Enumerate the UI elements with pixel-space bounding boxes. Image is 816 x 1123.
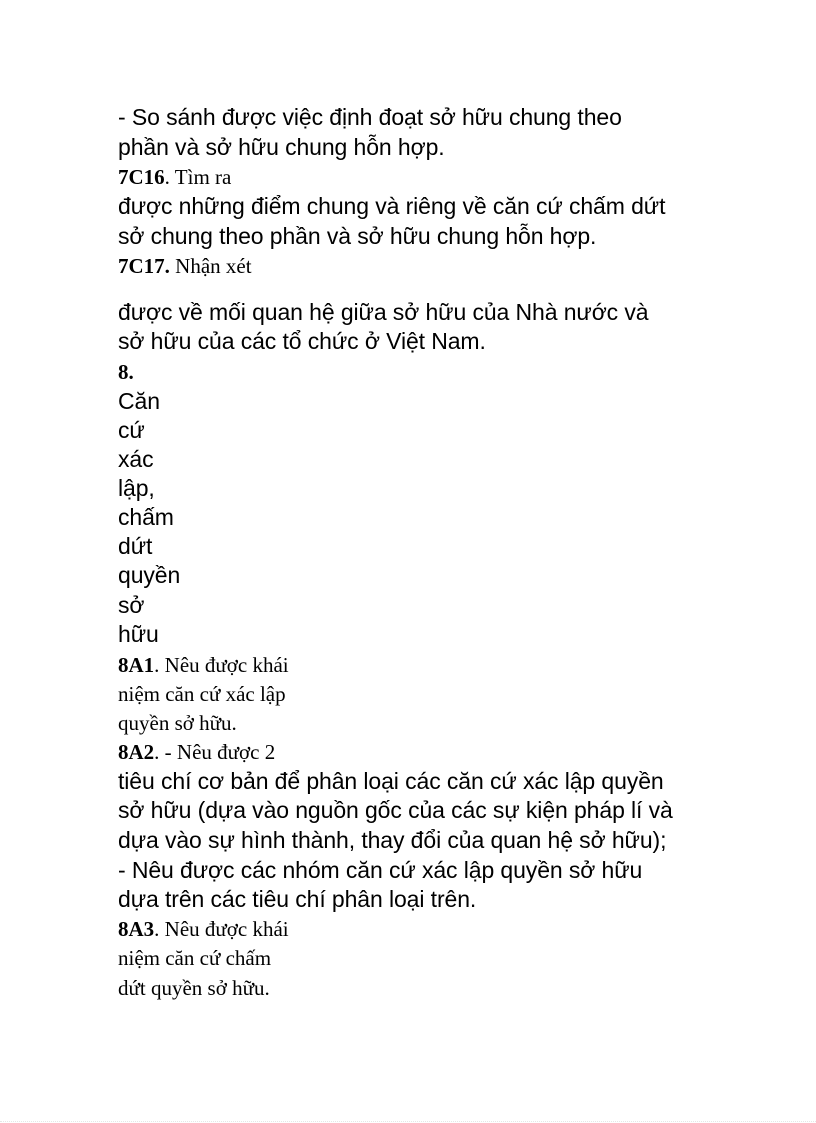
text-line: sở hữu của các tổ chức ở Việt Nam. xyxy=(118,328,486,354)
word-line: quyền xyxy=(118,562,181,588)
text-line: dứt quyền sở hữu. xyxy=(118,976,270,1000)
text-line: phần và sở hữu chung hỗn hợp. xyxy=(118,134,445,160)
section-code: 7C16 xyxy=(118,165,165,189)
text-line: - Nêu được các nhóm căn cứ xác lập quyền sở hữu xyxy=(118,857,643,883)
text-line: được về mối quan hệ giữa sở hữu của Nhà nước và xyxy=(118,299,649,325)
section-text: . Nêu được khái xyxy=(154,917,289,941)
text-line: được những điểm chung và riêng về căn cứ chấm dứt xyxy=(118,193,666,219)
section-heading-8: 8. xyxy=(118,360,134,384)
section-code: 8A1 xyxy=(118,653,155,677)
text-line: sở hữu (dựa vào nguồn gốc của các sự kiện pháp lí và xyxy=(118,797,673,823)
section-code: 7C17. xyxy=(118,254,170,278)
section-text: . Tìm ra xyxy=(164,165,232,189)
text-line: niệm căn cứ xác lập xyxy=(118,682,286,706)
section-text: . Nêu được khái xyxy=(154,653,289,677)
word-line: hữu xyxy=(118,621,159,647)
text-line: tiêu chí cơ bản để phân loại các căn cứ xác lập quyền xyxy=(118,768,664,794)
text-line: - So sánh được việc định đoạt sở hữu chung theo xyxy=(118,104,622,130)
section-heading-7c16 xyxy=(118,165,231,190)
section-heading-8a2 xyxy=(118,740,275,765)
word-line: xác xyxy=(118,446,154,472)
section-text: Nhận xét xyxy=(169,254,252,278)
word-line: sở xyxy=(118,592,145,618)
text-line: dựa trên các tiêu chí phân loại trên. xyxy=(118,886,477,912)
section-heading-8a1 xyxy=(118,653,289,678)
word-line: lập, xyxy=(118,475,155,501)
section-code: 8A2 xyxy=(118,740,155,764)
section-text: . - Nêu được 2 xyxy=(154,740,276,764)
text-line: quyền sở hữu. xyxy=(118,711,237,735)
word-line: cứ xyxy=(118,417,145,443)
text-line: sở chung theo phần và sở hữu chung hỗn hợp. xyxy=(118,223,597,249)
page-bottom-divider xyxy=(0,1121,816,1122)
word-line: chấm xyxy=(118,504,174,530)
text-line: dựa vào sự hình thành, thay đổi của quan hệ sở hữu); xyxy=(118,827,667,853)
text-line: niệm căn cứ chấm xyxy=(118,946,272,970)
section-code: 8A3 xyxy=(118,917,155,941)
word-line: Căn xyxy=(118,388,160,414)
section-heading-7c17 xyxy=(118,254,252,279)
section-heading-8a3 xyxy=(118,917,289,942)
word-line: dứt xyxy=(118,533,153,559)
